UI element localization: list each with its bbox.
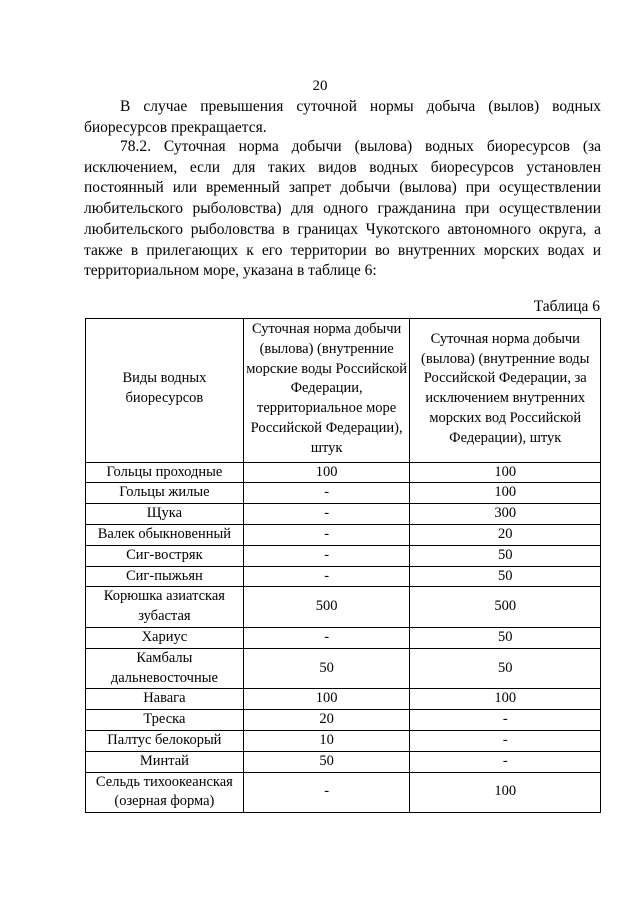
cell-inland-norm: - bbox=[410, 751, 601, 772]
table-row bbox=[86, 524, 601, 545]
table-row bbox=[86, 462, 601, 483]
header-inland-norm: Суточная норма добычи (вылова) (внутренние воды Российской Федерации, за исключением внутренних морских вод Российской Федерации), штук bbox=[410, 319, 601, 463]
header-species: Виды водных биоресурсов bbox=[86, 319, 244, 463]
cell-inland-norm: 100 bbox=[410, 483, 601, 504]
cell-inland-norm: 300 bbox=[410, 504, 601, 525]
table-row bbox=[86, 483, 601, 504]
cell-species: Сельдь тихоокеанская (озерная форма) bbox=[86, 772, 244, 813]
cell-species: Палтус белокорый bbox=[86, 730, 244, 751]
table-caption: Таблица 6 bbox=[533, 298, 600, 315]
cell-species: Минтай bbox=[86, 751, 244, 772]
table-row bbox=[86, 689, 601, 710]
paragraph-78-2: 78.2. Суточная норма добычи (вылова) водных биоресурсов (за исключением, если для таких видов водных биоресурсов установлен постоянный или временный запрет добычи (вылова) при осуществлении любительского рыболовства) для одного гражданина при осуществлении любительского рыболовства в границах Чукотского автономного округа, а также в прилегающих к его территории во внутренних морских водах и территориальном море, указана в таблице 6: bbox=[84, 138, 601, 280]
page-number: 20 bbox=[312, 78, 328, 94]
cell-inland-norm: 50 bbox=[410, 627, 601, 648]
table-row bbox=[86, 772, 601, 813]
table-row bbox=[86, 545, 601, 566]
cell-marine-norm: - bbox=[243, 483, 410, 504]
header-marine-norm: Суточная норма добычи (вылова) (внутренние морские воды Российской Федерации, территориальное море Российской Федерации), штук bbox=[243, 319, 410, 463]
cell-marine-norm: 10 bbox=[243, 730, 410, 751]
table-body bbox=[86, 462, 601, 813]
table-row bbox=[86, 648, 601, 689]
cell-marine-norm: 20 bbox=[243, 710, 410, 731]
cell-marine-norm: 50 bbox=[243, 648, 410, 689]
cell-marine-norm: - bbox=[243, 524, 410, 545]
cell-species: Хариус bbox=[86, 627, 244, 648]
cell-inland-norm: 50 bbox=[410, 648, 601, 689]
table-row bbox=[86, 504, 601, 525]
cell-species: Навага bbox=[86, 689, 244, 710]
cell-marine-norm: - bbox=[243, 566, 410, 587]
table-row bbox=[86, 710, 601, 731]
cell-inland-norm: 20 bbox=[410, 524, 601, 545]
cell-marine-norm: 50 bbox=[243, 751, 410, 772]
cell-inland-norm: 500 bbox=[410, 587, 601, 628]
cell-marine-norm: - bbox=[243, 545, 410, 566]
cell-species: Сиг-пыжьян bbox=[86, 566, 244, 587]
cell-inland-norm: 100 bbox=[410, 689, 601, 710]
cell-species: Гольцы жилые bbox=[86, 483, 244, 504]
cell-marine-norm: 500 bbox=[243, 587, 410, 628]
cell-marine-norm: - bbox=[243, 504, 410, 525]
cell-species: Треска bbox=[86, 710, 244, 731]
table-row bbox=[86, 627, 601, 648]
cell-species: Гольцы проходные bbox=[86, 462, 244, 483]
cell-inland-norm: - bbox=[410, 710, 601, 731]
table-header-row bbox=[86, 319, 601, 463]
cell-marine-norm: 100 bbox=[243, 462, 410, 483]
cell-marine-norm: - bbox=[243, 772, 410, 813]
cell-species: Валек обыкновенный bbox=[86, 524, 244, 545]
cell-species: Сиг-востряк bbox=[86, 545, 244, 566]
table-row bbox=[86, 587, 601, 628]
cell-inland-norm: 100 bbox=[410, 772, 601, 813]
cell-marine-norm: 100 bbox=[243, 689, 410, 710]
catch-norms-table bbox=[85, 318, 601, 813]
cell-species: Щука bbox=[86, 504, 244, 525]
cell-inland-norm: 50 bbox=[410, 566, 601, 587]
table-row bbox=[86, 751, 601, 772]
cell-inland-norm: 50 bbox=[410, 545, 601, 566]
cell-inland-norm: 100 bbox=[410, 462, 601, 483]
table-row bbox=[86, 730, 601, 751]
paragraph-exceed-norm: В случае превышения суточной нормы добыча (вылов) водных биоресурсов прекращается. bbox=[84, 98, 601, 136]
cell-species: Камбалы дальневосточные bbox=[86, 648, 244, 689]
cell-marine-norm: - bbox=[243, 627, 410, 648]
cell-species: Корюшка азиатская зубастая bbox=[86, 587, 244, 628]
cell-inland-norm: - bbox=[410, 730, 601, 751]
table-row bbox=[86, 566, 601, 587]
